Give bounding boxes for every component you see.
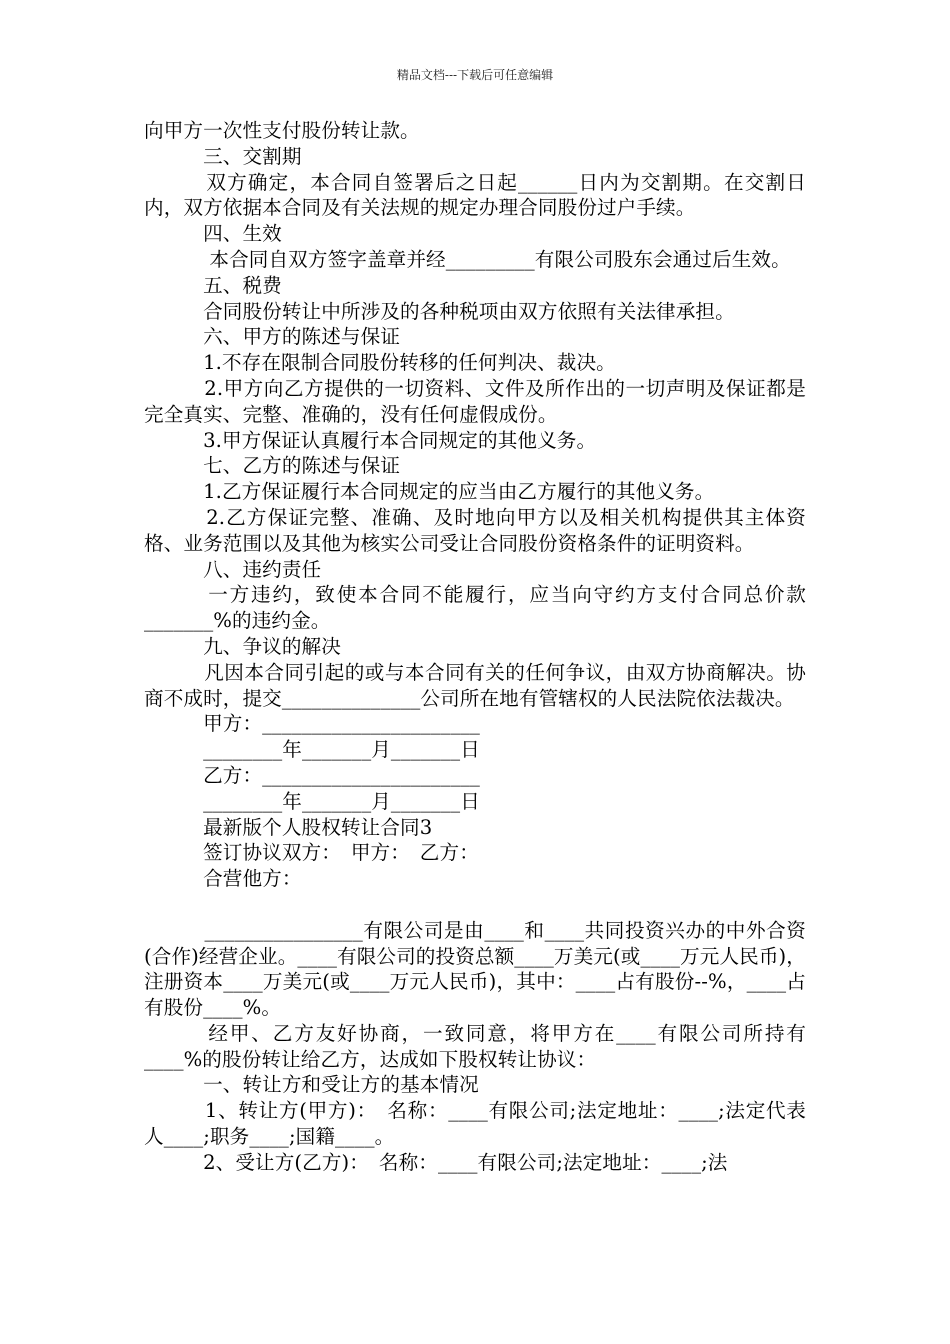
document-paragraph: 五、税费 — [144, 273, 282, 297]
document-paragraph: 八、违约责任 — [144, 557, 322, 581]
document-paragraph: 2、受让方(乙方)： 名称：____有限公司;法定地址：____;法 — [144, 1150, 728, 1174]
page-header: 精品文档---下载后可任意编辑 — [396, 68, 554, 82]
document-paragraph: ________________有限公司是由____和____共同投资兴办的中外合资(合作)经营企业。____有限公司的投资总额____万美元(或____万元人民币)，注册资本____万美元(或____万元人民币)，其中：____占有股份--%，____占有股份____%。 — [144, 918, 806, 1020]
document-paragraph: 最新版个人股权转让合同3 — [144, 815, 433, 839]
document-paragraph: 2.乙方保证完整、准确、及时地向甲方以及相关机构提供其主体资格、业务范围以及其他为核实公司受让合同股份资格条件的证明资料。 — [144, 505, 806, 555]
document-paragraph: 六、甲方的陈述与保证 — [144, 325, 401, 349]
document-paragraph: 合同股份转让中所涉及的各种税项由双方依照有关法律承担。 — [144, 299, 735, 323]
blank-line — [144, 892, 806, 918]
document-paragraph: ________年_______月_______日 — [144, 789, 480, 813]
document-paragraph: 一、转让方和受让方的基本情况 — [144, 1073, 479, 1097]
document-paragraph: 经甲、乙方友好协商，一致同意，将甲方在____有限公司所持有____%的股份转让给乙方，达成如下股权转让协议： — [144, 1021, 806, 1071]
document-paragraph: 九、争议的解决 — [144, 634, 341, 658]
document-paragraph: 甲方：______________________ — [144, 712, 480, 736]
document-paragraph: 凡因本合同引起的或与本合同有关的任何争议，由双方协商解决。协商不成时，提交______________公司所在地有管辖权的人民法院依法裁决。 — [144, 660, 806, 710]
document-paragraph: 双方确定，本合同自签署后之日起______日内为交割期。在交割日内，双方依据本合同及有关法规的规定办理合同股份过户手续。 — [144, 170, 806, 220]
document-paragraph: 乙方：______________________ — [144, 763, 480, 787]
document-paragraph: 2.甲方向乙方提供的一切资料、文件及所作出的一切声明及保证都是完全真实、完整、准确的，没有任何虚假成份。 — [144, 376, 806, 426]
document-paragraph: 1、转让方(甲方)： 名称：____有限公司;法定地址：____;法定代表人____;职务____;国籍____。 — [144, 1099, 806, 1149]
document-paragraph: 1.乙方保证履行本合同规定的应当由乙方履行的其他义务。 — [144, 480, 715, 504]
document-paragraph: 四、生效 — [144, 222, 282, 246]
document-paragraph: ________年_______月_______日 — [144, 738, 480, 762]
document-paragraph: 1.不存在限制合同股份转移的任何判决、裁决。 — [144, 351, 616, 375]
document-paragraph: 七、乙方的陈述与保证 — [144, 454, 401, 478]
document-paragraph: 本合同自双方签字盖章并经_________有限公司股东会通过后生效。 — [144, 247, 791, 271]
document-body — [144, 118, 806, 1176]
document-paragraph: 三、交割期 — [144, 144, 302, 168]
document-paragraph: 合营他方： — [144, 867, 302, 891]
document-paragraph: 一方违约，致使本合同不能履行，应当向守约方支付合同总价款_______%的违约金。 — [144, 583, 806, 633]
document-paragraph: 签订协议双方： 甲方： 乙方： — [144, 841, 479, 865]
document-paragraph: 向甲方一次性支付股份转让款。 — [144, 119, 420, 142]
document-paragraph: 3.甲方保证认真履行本合同规定的其他义务。 — [144, 428, 597, 452]
